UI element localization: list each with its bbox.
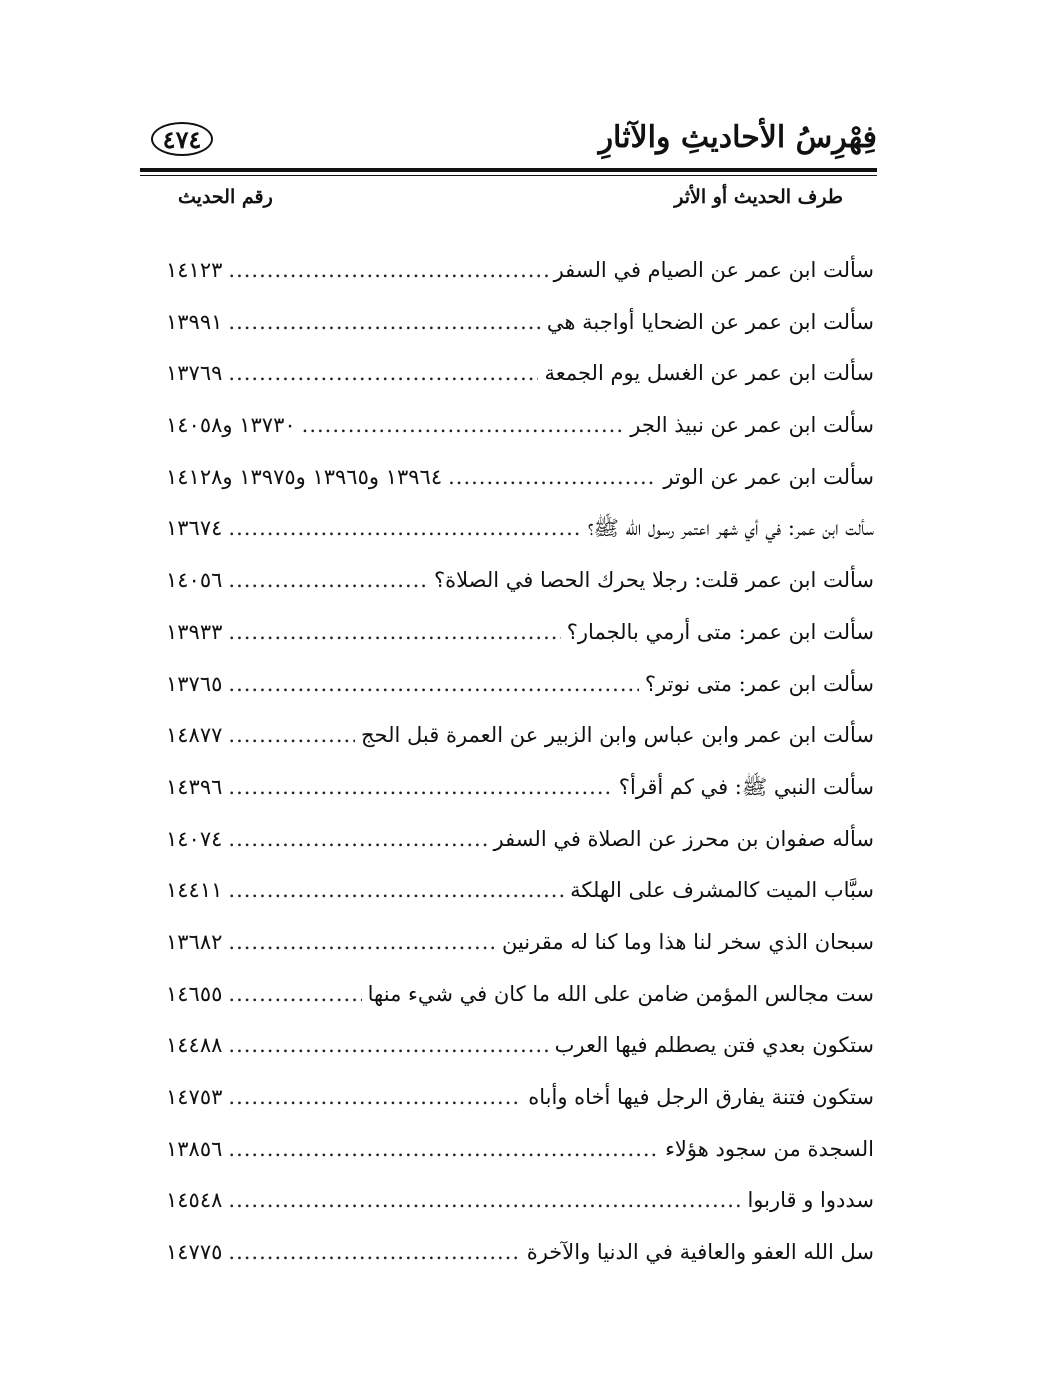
- index-entry: [166, 715, 874, 767]
- entry-number: ١٣٦٧٤: [166, 516, 223, 541]
- page-header: [140, 112, 877, 174]
- entry-number: ١٤٦٥٥: [166, 981, 223, 1006]
- index-entry: [166, 457, 874, 509]
- entry-title: سألت ابن عمر عن نبيذ الجر: [630, 413, 874, 438]
- entry-title: سألت ابن عمر عن الضحايا أواجبة هي: [546, 309, 874, 334]
- leader-dots: [228, 353, 538, 393]
- entry-number: ١٣٩٩١: [166, 309, 223, 334]
- column-header-hadith: طرف الحديث أو الأثر: [674, 186, 843, 208]
- entry-number: ١٤١٢٣: [166, 258, 223, 282]
- index-entry: [166, 819, 874, 871]
- leader-dots: [228, 715, 355, 755]
- entry-number: ١٣٩٣٣: [166, 619, 223, 644]
- index-entry: [166, 353, 874, 405]
- entry-number: ١٤٥٤٨: [166, 1188, 223, 1213]
- entry-number: ١٣٦٨٢: [166, 929, 223, 954]
- index-entry: [166, 767, 874, 819]
- leader-dots: [228, 1025, 548, 1065]
- header-rule-thin: [140, 175, 877, 176]
- entry-title: سألت ابن عمر: متى أرمي بالجمار؟: [566, 619, 874, 644]
- leader-dots: [228, 1232, 520, 1272]
- index-entry: [166, 922, 874, 974]
- entry-title: سألت ابن عمر عن الصيام في السفر: [553, 258, 874, 282]
- entry-title: سبَّاب الميت كالمشرف على الهلكة: [570, 878, 874, 903]
- header-rule-thick: [140, 168, 877, 172]
- entry-title: سددوا و قاربوا: [747, 1188, 874, 1213]
- entry-number: ١٤٠٧٤: [166, 826, 223, 851]
- entry-title: سألت النبي ﷺ: في كم أقرأ؟: [618, 774, 874, 799]
- leader-dots: [228, 1129, 659, 1169]
- leader-dots: [228, 302, 540, 342]
- leader-dots: [228, 974, 361, 1014]
- leader-dots: [228, 767, 612, 807]
- index-entry: [166, 974, 874, 1026]
- entry-number: ١٤٤١١: [166, 878, 223, 903]
- leader-dots: [228, 612, 560, 652]
- index-entry: [166, 1232, 874, 1284]
- entry-number: ١٣٧٦٥: [166, 671, 223, 696]
- entry-title: سل الله العفو والعافية في الدنيا والآخرة: [526, 1240, 874, 1265]
- leader-dots: [228, 1180, 741, 1220]
- index-entry: [166, 870, 874, 922]
- index-entry: [166, 1129, 874, 1181]
- entry-title: سألت ابن عمر: متى نوتر؟: [644, 671, 874, 696]
- column-header-number: رقم الحديث: [178, 186, 273, 208]
- index-entry: [166, 1025, 874, 1077]
- entry-title: سألت ابن عمر: في أي شهر اعتمر رسول الله ﷺ؟: [587, 516, 874, 541]
- entry-number: ١٤٣٩٦: [166, 774, 223, 799]
- entry-number: ١٤٠٥٦: [166, 568, 223, 593]
- leader-dots: [302, 405, 625, 445]
- entry-title: ست مجالس المؤمن ضامن على الله ما كان في شيء منها: [367, 981, 874, 1006]
- leader-dots: [228, 819, 487, 859]
- entry-number: ١٣٧٣٠ و١٤٠٥٨: [166, 413, 296, 438]
- running-title: فِهْرِسُ الأحاديثِ والآثارِ: [598, 120, 877, 155]
- entry-number: ١٣٩٦٤ و١٣٩٦٥ و١٣٩٧٥ و١٤١٢٨: [166, 464, 443, 489]
- entry-title: سبحان الذي سخر لنا هذا وما كنا له مقرنين: [501, 929, 874, 954]
- index-entry: [166, 250, 874, 302]
- index-entry: [166, 1180, 874, 1232]
- entry-number: ١٤٤٨٨: [166, 1033, 223, 1058]
- page-number-badge: ٤٧٤: [151, 122, 213, 156]
- index-entry: [166, 508, 874, 560]
- leader-dots: [228, 560, 428, 600]
- entry-number: ١٣٨٥٦: [166, 1136, 223, 1161]
- entry-title: سألت ابن عمر عن الغسل يوم الجمعة: [544, 361, 874, 386]
- index-entry: [166, 560, 874, 612]
- index-entry: [166, 405, 874, 457]
- index-entry: [166, 664, 874, 716]
- leader-dots: [228, 1077, 522, 1117]
- index-entry: [166, 302, 874, 354]
- leader-dots: [448, 457, 657, 497]
- entry-number: ١٤٧٥٣: [166, 1085, 223, 1109]
- leader-dots: [228, 922, 496, 962]
- entry-number: ١٤٧٧٥: [166, 1240, 223, 1265]
- entry-title: ستكون فتنة يفارق الرجل فيها أخاه وأباه: [528, 1085, 874, 1109]
- entry-title: ستكون بعدي فتن يصطلم فيها العرب: [554, 1033, 874, 1058]
- index-entry: [166, 1077, 874, 1129]
- leader-dots: [228, 508, 581, 548]
- entry-title: سأله صفوان بن محرز عن الصلاة في السفر: [493, 826, 874, 851]
- leader-dots: [228, 664, 639, 704]
- leader-dots: [228, 870, 564, 910]
- entry-number: ١٤٨٧٧: [166, 723, 223, 748]
- entry-title: السجدة من سجود هؤلاء: [665, 1136, 874, 1161]
- leader-dots: [228, 250, 547, 290]
- entry-title: سألت ابن عمر عن الوتر: [663, 464, 874, 489]
- entry-title: سألت ابن عمر وابن عباس وابن الزبير عن العمرة قبل الحج: [360, 723, 874, 748]
- entry-title: سألت ابن عمر قلت: رجلا يحرك الحصا في الصلاة؟: [433, 568, 874, 593]
- index-entry-list: [166, 250, 874, 1284]
- entry-number: ١٣٧٦٩: [166, 361, 223, 386]
- index-entry: [166, 612, 874, 664]
